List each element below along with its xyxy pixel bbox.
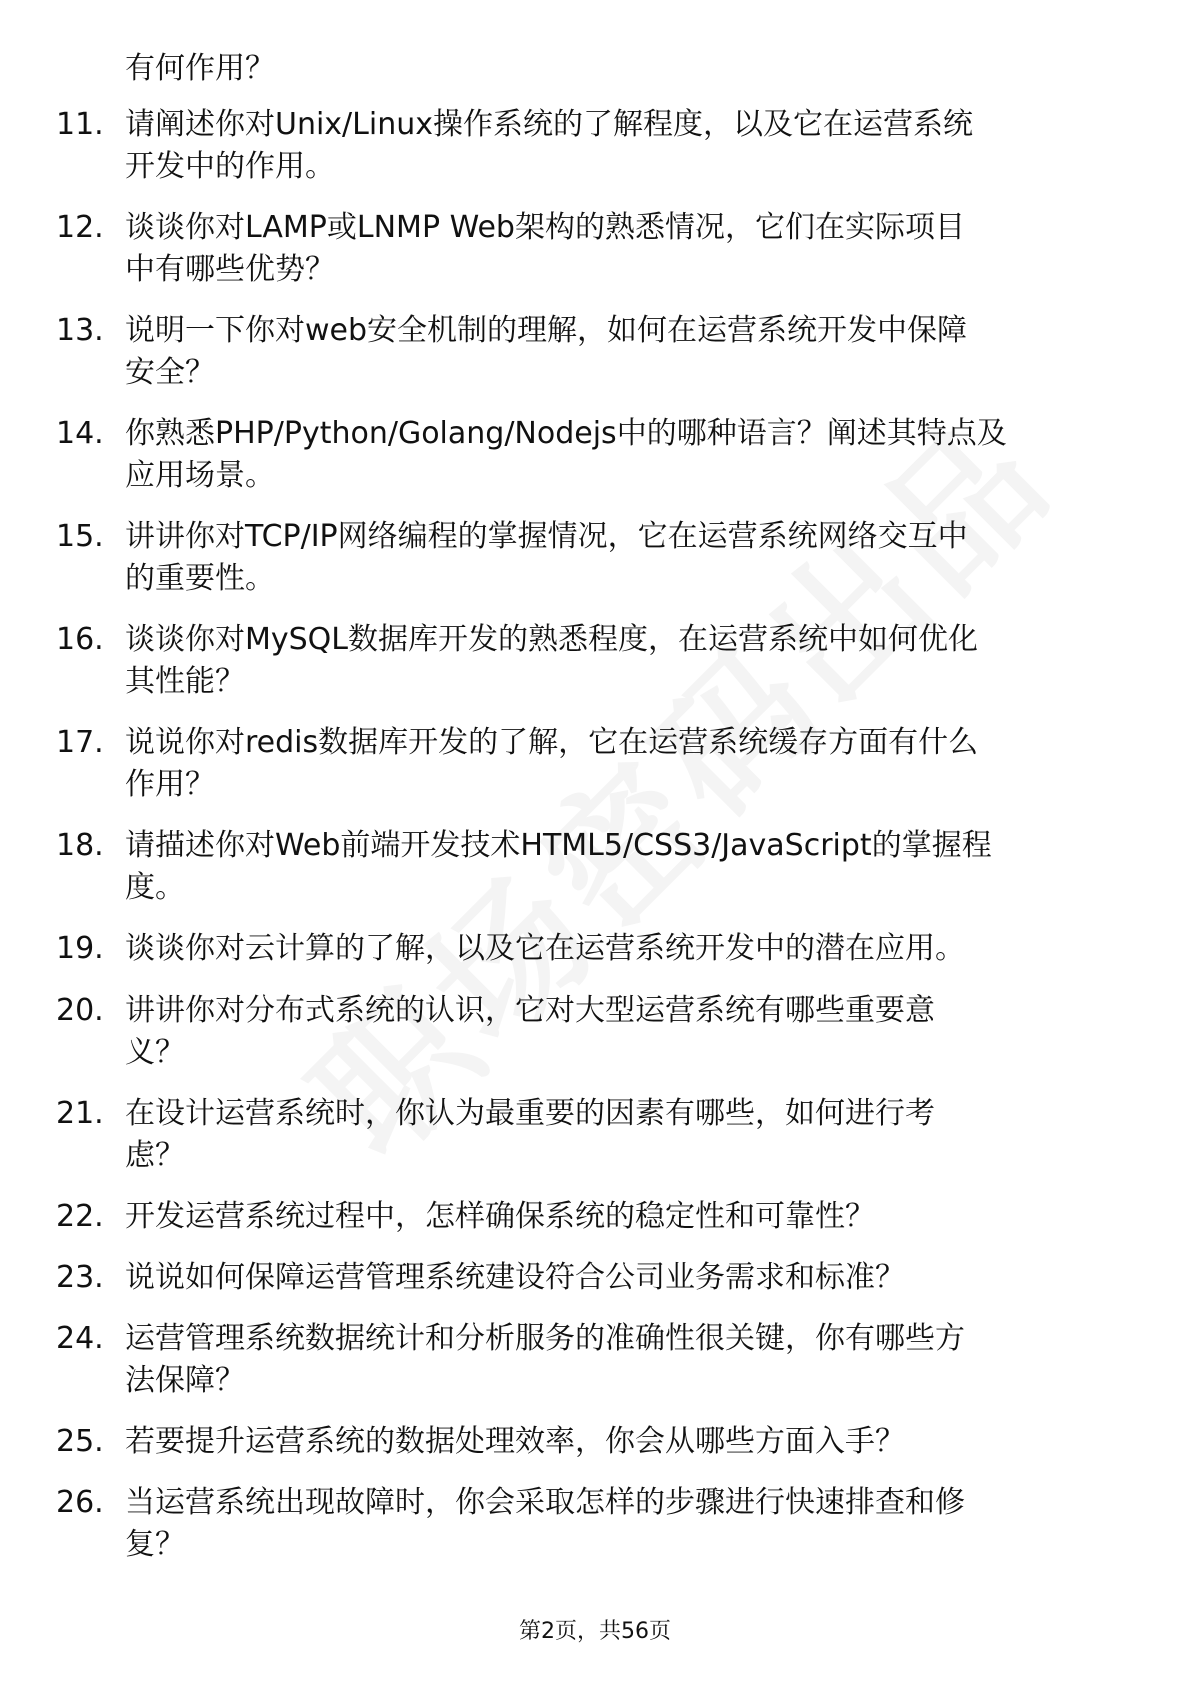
question-text: 讲讲你对分布式系统的认识，它对大型运营系统有哪些重要意 义？ <box>125 993 935 1070</box>
question-text: 在设计运营系统时，你认为最重要的因素有哪些，如何进行考 虑？ <box>125 1096 935 1173</box>
question-text: 说明一下你对web安全机制的理解，如何在运营系统开发中保障 安全？ <box>125 313 968 390</box>
question-text: 谈谈你对云计算的了解，以及它在运营系统开发中的潜在应用。 <box>125 931 965 966</box>
question-text: 当运营系统出现故障时，你会采取怎样的步骤进行快速排查和修 复？ <box>125 1485 965 1562</box>
question-text: 开发运营系统过程中，怎样确保系统的稳定性和可靠性？ <box>125 1199 875 1234</box>
question-number: 15. <box>56 519 104 554</box>
question-text: 谈谈你对MySQL数据库开发的熟悉程度，在运营系统中如何优化 其性能？ <box>125 622 979 699</box>
question-number: 26. <box>56 1485 104 1520</box>
question-text: 说说你对redis数据库开发的了解，它在运营系统缓存方面有什么 作用？ <box>125 725 979 802</box>
question-number: 25. <box>56 1424 104 1459</box>
question-number: 19. <box>56 931 104 966</box>
question-text: 若要提升运营系统的数据处理效率，你会从哪些方面入手？ <box>125 1424 905 1459</box>
question-text: 谈谈你对LAMP或LNMP Web架构的熟悉情况，它们在实际项目 中有哪些优势？ <box>125 210 965 287</box>
continuation-text: 有何作用？ <box>125 51 275 86</box>
question-number: 20. <box>56 993 104 1028</box>
question-number: 17. <box>56 725 104 760</box>
question-number: 13. <box>56 313 104 348</box>
question-text: 你熟悉PHP/Python/Golang/Nodejs中的哪种语言？阐述其特点及 应用场景。 <box>125 416 1007 493</box>
question-number: 24. <box>56 1321 104 1356</box>
question-number: 11. <box>56 107 104 142</box>
question-text: 请描述你对Web前端开发技术HTML5/CSS3/JavaScript的掌握程 度。 <box>125 828 992 905</box>
question-number: 23. <box>56 1260 104 1295</box>
question-text: 说说如何保障运营管理系统建设符合公司业务需求和标准？ <box>125 1260 905 1295</box>
question-number: 12. <box>56 210 104 245</box>
question-number: 14. <box>56 416 104 451</box>
page-footer: 第2页，共56页 <box>519 1619 671 1644</box>
question-number: 21. <box>56 1096 104 1131</box>
question-text: 请阐述你对Unix/Linux操作系统的了解程度，以及它在运营系统 开发中的作用。 <box>125 107 973 184</box>
question-number: 16. <box>56 622 104 657</box>
question-text: 讲讲你对TCP/IP网络编程的掌握情况，它在运营系统网络交互中 的重要性。 <box>125 519 968 596</box>
question-number: 18. <box>56 828 104 863</box>
question-number: 22. <box>56 1199 104 1234</box>
question-text: 运营管理系统数据统计和分析服务的准确性很关键，你有哪些方 法保障？ <box>125 1321 965 1398</box>
